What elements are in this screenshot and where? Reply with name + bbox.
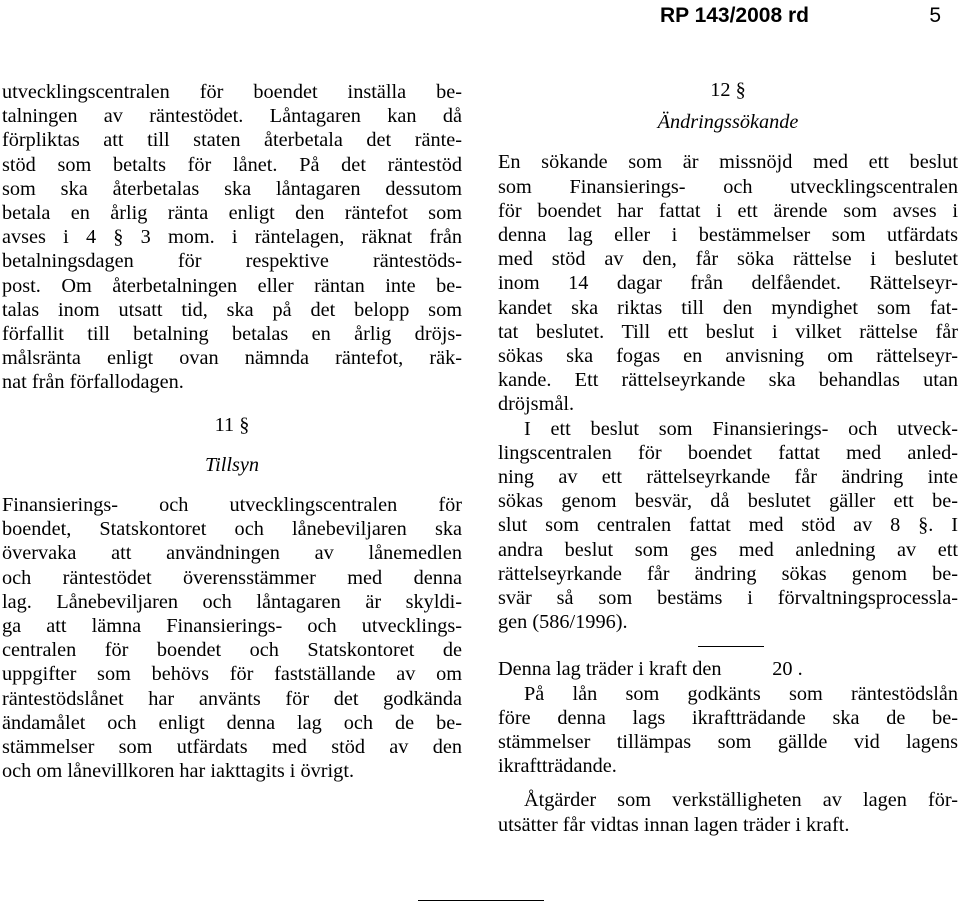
paragraph-measures [498, 788, 958, 836]
entry-into-force: Denna lag träder i kraft den 20 . [498, 658, 803, 681]
page-header [0, 4, 944, 30]
text-line: ning av ett rättelseyrkande får ändring inte [498, 466, 958, 489]
paragraph-appeal [498, 150, 958, 416]
section-number-11: 11 § [214, 413, 250, 436]
text-line: förfallit till betalning betalas en årlig dröjs- [2, 323, 462, 346]
text-line: kande. Ett rättelseyrkande ska behandlas utan [498, 369, 958, 392]
text-line: nat från förfallodagen. [2, 371, 184, 394]
text-line: talningen av räntestödet. Låntagaren kan då [2, 105, 462, 128]
text-line: På lån som godkänts som räntestödslån [524, 682, 958, 705]
text-line: Finansierings- och utvecklingscentralen för [2, 494, 462, 517]
text-line: gen (586/1996). [498, 611, 628, 634]
text-line: utvecklingscentralen för boendet inställa be- [2, 81, 462, 103]
text-line: stöd som betalts för lånet. På det räntestöd [2, 153, 462, 176]
text-line: inom 14 dagar från delfåendet. Rättelseyr- [498, 272, 958, 295]
text-line: utsätter får vidtas innan lagen träder i kraft. [498, 813, 850, 836]
end-rule [418, 900, 544, 901]
text-line: En sökande som är missnöjd med ett beslut [498, 151, 958, 174]
text-line: betalningsdagen för respektive räntestöds- [2, 250, 462, 273]
paragraph-repayment [2, 80, 462, 395]
text-line: övervaka att användningen av lånemedlen [2, 542, 462, 565]
text-line: och om lånevillkoren har iakttagits i övrigt. [2, 760, 355, 783]
page-number: 5 [929, 4, 941, 27]
text-line: sökas genom besvär, då beslutet gäller ett be- [498, 490, 958, 513]
text-line: sökas ska fogas en anvisning om rättelseyr- [498, 345, 958, 368]
text-line: ga att lämna Finansierings- och utvecklings- [2, 615, 462, 638]
text-line: avses i 4 § 3 mom. i räntelagen, räknat från [2, 226, 462, 249]
paragraph-supervision [2, 493, 462, 783]
text-line: post. Om återbetalningen eller räntan inte be- [2, 274, 462, 297]
text-line: förpliktas att till staten återbetala det ränte- [2, 129, 462, 152]
text-line: uppgifter som behövs för fastställande av om [2, 663, 462, 686]
section-heading-tillsyn: Tillsyn [204, 453, 260, 476]
text-line: tat beslutet. Till ett beslut i vilket rättelse får [498, 320, 958, 343]
text-line: och räntestödet överensstämmer med denna [2, 566, 462, 589]
text-line: denna lag eller i bestämmelser som utfärdats [498, 224, 958, 247]
text-line: betala en årlig ränta enligt den räntefot som [2, 202, 462, 225]
text-line: lingscentralen för boendet fattat med anled- [498, 441, 958, 464]
left-column [2, 80, 462, 783]
text-line: för boendet har fattat i ett ärende som avses i [498, 199, 958, 222]
text-line: dröjsmål. [498, 393, 575, 416]
text-line: stämmelser som utfärdats med stöd av den [2, 736, 462, 759]
text-line: kandet ska riktas till den myndighet som fat- [498, 296, 958, 319]
paragraph-appeal-2 [498, 417, 958, 635]
text-line: stämmelser tillämpas som gällde vid lagens [498, 731, 958, 754]
text-line: ikraftträdande. [498, 755, 617, 778]
text-line: talas inom utsatt tid, ska på det belopp som [2, 298, 462, 321]
section-heading-andringssokande: Ändringssökande [657, 111, 799, 134]
text-line: Åtgärder som verkställigheten av lagen för- [524, 789, 958, 812]
text-line: andra beslut som ges med anledning av ett [498, 538, 958, 561]
text-line: målsränta enligt ovan nämnda räntefot, räk- [2, 347, 462, 370]
text-line: lag. Lånebeviljaren och låntagaren är skyldi- [2, 590, 462, 613]
text-line: centralen för boendet och Statskontoret de [2, 639, 462, 662]
right-column [498, 78, 958, 837]
text-line: ändamålet och enligt denna lag och de be- [2, 711, 462, 734]
text-line: I ett beslut som Finansierings- och utveck- [524, 417, 958, 440]
section-number-12: 12 § [710, 79, 746, 101]
text-line: som ska återbetalas ska låntagaren dessutom [2, 177, 462, 200]
text-line: som Finansierings- och utvecklingscentralen [498, 175, 958, 198]
text-line: med stöd av den, får söka rättelse i beslutet [498, 248, 958, 271]
text-line: svär så som bestäms i förvaltningsprocessla- [498, 587, 958, 610]
text-line: rättelseyrkande får ändring sökas genom be- [498, 562, 958, 585]
paragraph-transition [498, 682, 958, 779]
document-reference: RP 143/2008 rd [659, 4, 809, 27]
text-line: före denna lags ikraftträdande ska de be- [498, 706, 958, 729]
divider-rule [698, 646, 764, 647]
text-line: boendet, Statskontoret och lånebeviljaren ska [2, 518, 462, 541]
text-line: slut som centralen fattat med stöd av 8 §. I [498, 514, 958, 537]
text-line: räntestödslånet har använts för det godkända [2, 687, 462, 710]
